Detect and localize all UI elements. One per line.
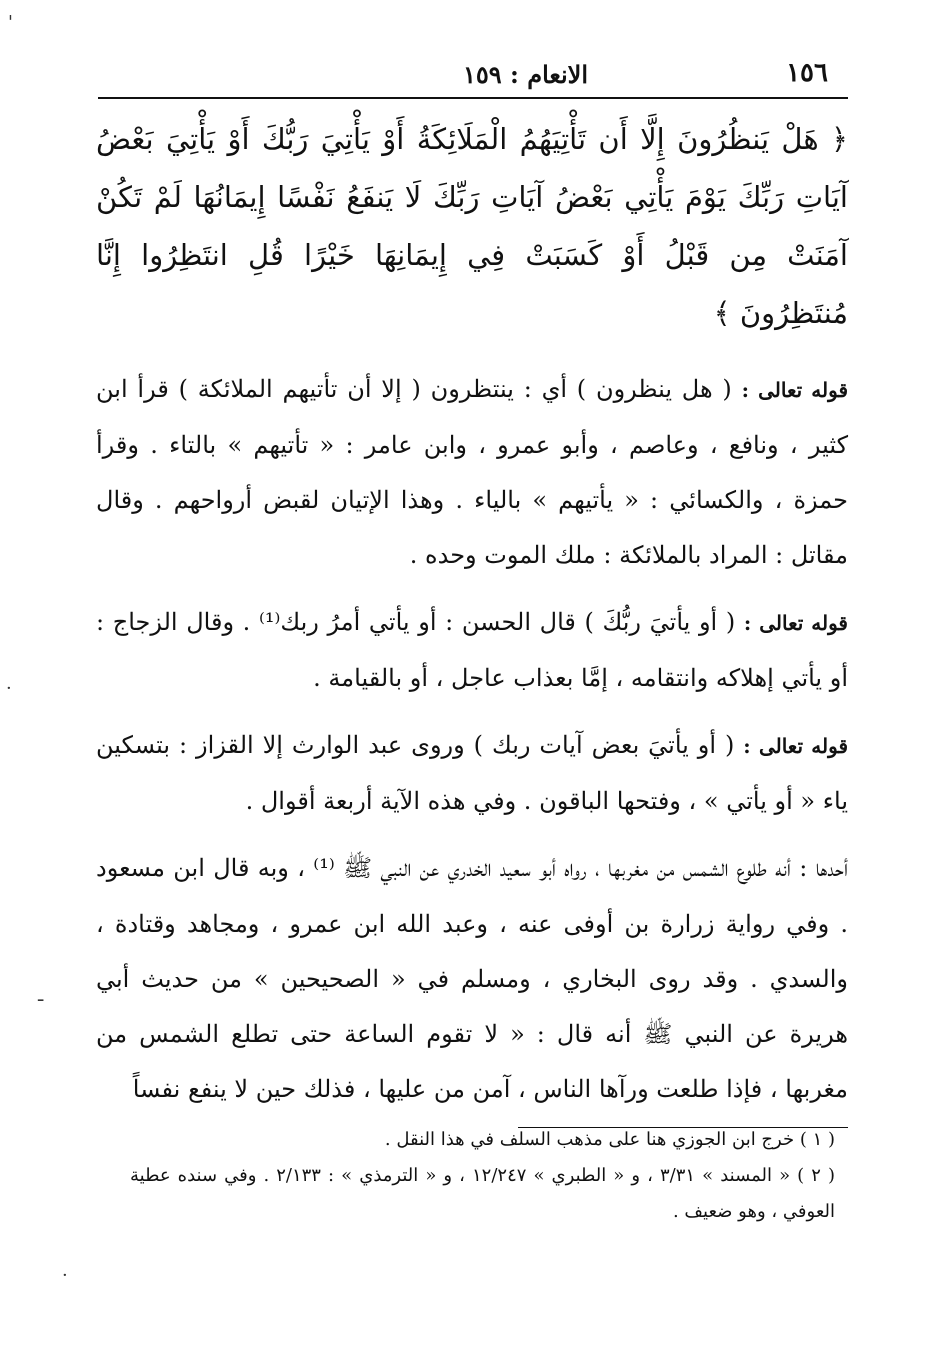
paragraph-lead: قوله تعالى : <box>743 734 849 758</box>
paragraph-text: ( أو يأتيَ ربُّكَ ) قال الحسن : أو يأتي أمرُ ربك⁽¹⁾ . وقال الزجاج : أو يأتي إهلاكه وانتقامه ، إمَّا بعذاب عاجل ، أو بالقيامة . <box>96 608 848 692</box>
page-number: ١٥٦ <box>786 58 828 88</box>
scan-speck: ' <box>8 12 13 33</box>
commentary-paragraph-4 <box>96 841 848 1117</box>
scan-speck: · <box>62 1265 68 1286</box>
paragraph-text: ( هل ينظرون ) أي : ينتظرون ( إلا أن تأتيهم الملائكة ) قرأ ابن كثير ، ونافع ، وعاصم ، وأبو عمرو ، وابن عامر : « تأتيهم » بالتاء . وقرأ حمزة ، والكسائي : « يأتيهم » بالياء . وهذا الإتيان لقبض أرواحهم . وقال مقاتل : المراد بالملائكة : ملك الموت وحده . <box>96 375 848 569</box>
commentary-paragraph-1 <box>96 362 848 583</box>
commentary-paragraph-3 <box>96 718 848 829</box>
scan-speck: · <box>6 678 12 699</box>
paragraph-text: أحدها : أنه طلوع الشمس من مغربها ، رواه أبو سعيد الخدري عن النبي ﷺ ⁽¹⁾ ، وبه قال ابن مسعود . وفي رواية زرارة بن أوفى عنه ، وعبد الله ابن عمرو ، ومجاهد وقتادة ، والسدي . وقد روى البخاري ، ومسلم في « الصحيحين » من حديث أبي هريرة عن النبي ﷺ أنه قال : « لا تقوم الساعة حتى تطلع الشمس من مغربها ، فإذا طلعت ورآها الناس ، آمن من عليها ، فذلك حين لا ينفع نفساً <box>96 854 848 1103</box>
quran-verse: ﴿ هَلْ يَنظُرُونَ إِلَّا أَن تَأْتِيَهُمُ الْمَلَائِكَةُ أَوْ يَأْتِيَ رَبُّكَ أَوْ يَأْتِيَ بَعْضُ آيَاتِ رَبِّكَ يَوْمَ يَأْتِي بَعْضُ آيَاتِ رَبِّكَ لَا يَنفَعُ نَفْسًا إِيمَانُهَا لَمْ تَكُنْ آمَنَتْ مِن قَبْلُ أَوْ كَسَبَتْ فِي إِيمَانِهَا خَيْرًا قُلِ انتَظِرُوا إِنَّا مُنتَظِرُونَ ﴾ <box>96 122 848 330</box>
footnote-1: ( ١ ) خرج ابن الجوزي هنا على مذهب السلف في هذا النقل . <box>384 1129 835 1150</box>
paragraph-text: ( أو يأتيَ بعض آيات ربك ) وروى عبد الوارث إلا القزاز : بتسكين ياء « أو يأتي » ، وفتحها الباقون . وفي هذه الآية أربعة أقوال . <box>96 731 848 815</box>
paragraph-lead: قوله تعالى : <box>741 378 848 402</box>
scan-speck: ـ <box>38 985 44 1006</box>
paragraph-lead: قوله تعالى : <box>743 611 848 635</box>
main-text <box>96 110 848 1129</box>
footnote-2: ( ٢ ) « المسند » ٣/٣١ ، و « الطبري » ١٢/٢٤٧ ، و « الترمذي » : ٢/١٣٣ . وفي سنده عطية العوفي ، وهو ضعيف . <box>130 1165 836 1222</box>
page-header <box>100 58 848 98</box>
running-title: الانعام : ١٥٩ <box>462 60 588 89</box>
commentary-paragraph-2 <box>96 595 848 706</box>
footnotes <box>130 1122 835 1230</box>
header-rule <box>98 97 848 99</box>
